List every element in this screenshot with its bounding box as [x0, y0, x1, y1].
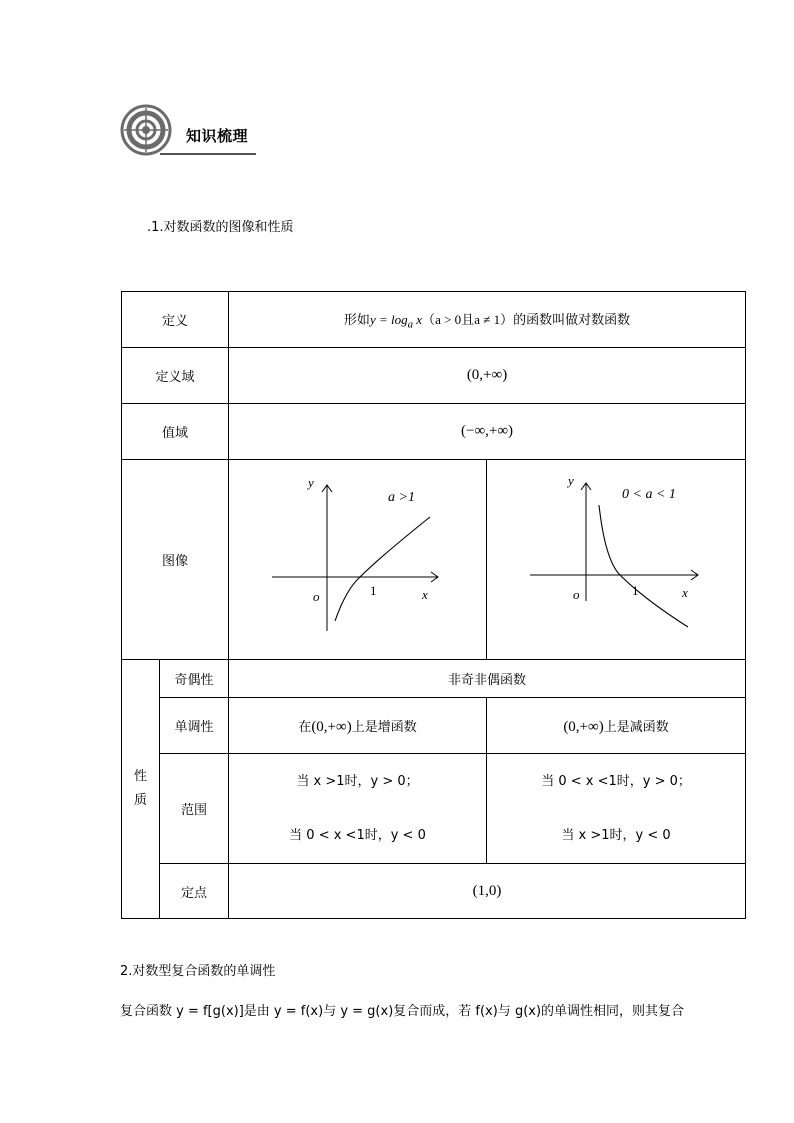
tick-1-label: 1 — [631, 582, 639, 598]
value-fixed-point: (1,0) — [229, 864, 746, 919]
row-monotonicity — [122, 698, 746, 754]
label-range: 值域 — [122, 404, 229, 460]
x-label: x — [681, 584, 688, 600]
label-monotonicity: 单调性 — [160, 698, 229, 754]
graph-decreasing-svg — [488, 461, 745, 659]
paren-close: ） — [500, 312, 514, 328]
origin-label: o — [312, 588, 320, 604]
value-monotonicity-increasing — [229, 698, 487, 754]
tick-1-label: 1 — [369, 582, 377, 598]
scope-right-line1: 当 0 < x <1时，y > 0； — [541, 773, 691, 789]
row-fixed-point — [122, 864, 746, 919]
formula-main: y = log — [369, 311, 408, 327]
value-parity: 非奇非偶函数 — [229, 660, 746, 698]
condition-and: 且 — [461, 312, 475, 328]
value-range: (−∞,+∞) — [229, 404, 746, 460]
graph-a-greater-1 — [229, 460, 487, 660]
section-title-log-function: .1.对数函数的图像和性质 — [147, 220, 294, 235]
formula-base: a — [407, 318, 414, 331]
log-curve-decreasing — [599, 505, 688, 627]
section-header — [120, 104, 256, 156]
row-range — [122, 404, 746, 460]
log-curve-increasing — [335, 517, 430, 621]
label-properties — [122, 660, 160, 919]
row-parity — [122, 660, 746, 698]
row-graph — [122, 460, 746, 660]
value-monotonicity-decreasing — [487, 698, 746, 754]
y-label: y — [307, 474, 314, 490]
value-domain: (0,+∞) — [229, 348, 746, 404]
mono-right-interval: (0,+∞) — [563, 718, 604, 735]
scope-left-line2: 当 0 < x <1时，y < 0 — [289, 827, 426, 843]
definition-prefix: 形如 — [343, 312, 370, 328]
y-label: y — [567, 472, 574, 488]
properties-label-text: 性质 — [133, 769, 147, 808]
definition-formula — [369, 311, 423, 331]
graph-a-between-0-1 — [487, 460, 746, 660]
header-underline — [160, 153, 256, 155]
label-graph: 图像 — [122, 460, 229, 660]
condition-label: a >1 — [387, 489, 415, 505]
x-label: x — [421, 586, 428, 602]
log-function-properties-table — [121, 291, 746, 919]
condition-1: a > 0 — [435, 311, 462, 327]
mono-left-post: 上是增函数 — [351, 719, 417, 735]
mono-left-pre: 在 — [298, 719, 312, 735]
scope-right-line2: 当 x >1时，y < 0 — [561, 827, 671, 843]
target-icon — [120, 104, 172, 156]
section-title-composite: 2.对数型复合函数的单调性 — [120, 964, 276, 979]
value-definition — [229, 292, 746, 348]
mono-right-post: 上是减函数 — [603, 719, 669, 735]
graph-increasing-svg — [230, 461, 486, 659]
value-scope-increasing — [229, 754, 487, 864]
label-parity: 奇偶性 — [160, 660, 229, 698]
label-domain: 定义域 — [122, 348, 229, 404]
row-definition — [122, 292, 746, 348]
mono-left-interval: (0,+∞) — [311, 718, 352, 735]
condition-2: a ≠ 1 — [474, 311, 501, 327]
scope-left-line1: 当 x >1时，y > 0； — [296, 773, 419, 789]
value-scope-decreasing — [487, 754, 746, 864]
definition-suffix: 的函数叫做对数函数 — [513, 312, 631, 328]
label-definition: 定义 — [122, 292, 229, 348]
formula-arg: x — [416, 311, 423, 327]
row-scope — [122, 754, 746, 864]
header-title: 知识梳理 — [186, 127, 249, 145]
composite-paragraph: 复合函数 y = f[g(x)]是由 y = f(x)与 y = g(x)复合而成，若 f(x)与 g(x)的单调性相同，则其复合 — [120, 1004, 685, 1019]
label-fixed-point: 定点 — [160, 864, 229, 919]
paren-open: （ — [422, 312, 436, 328]
condition-label: 0 < a < 1 — [621, 486, 676, 502]
origin-label: o — [572, 586, 580, 602]
label-scope: 范围 — [160, 754, 229, 864]
row-domain — [122, 348, 746, 404]
